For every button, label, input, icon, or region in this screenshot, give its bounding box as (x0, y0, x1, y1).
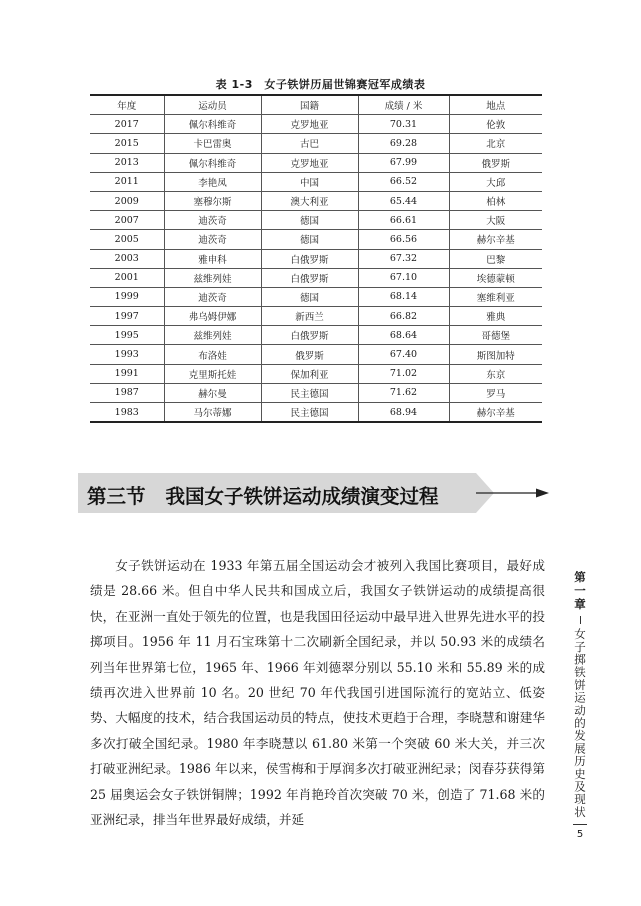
cell-athlete: 雅申科 (164, 249, 261, 268)
cell-venue: 北京 (449, 134, 542, 153)
cell-result: 66.52 (358, 172, 449, 191)
table-caption: 表 1-3 女子铁饼历届世锦赛冠军成绩表 (215, 78, 426, 91)
cell-athlete: 赫尔曼 (164, 383, 261, 402)
results-table (90, 94, 542, 423)
body-paragraph: 女子铁饼运动在 1933 年第五届全国运动会才被列入我国比赛项目，最好成绩是 28.66 米。但自中华人民共和国成立后，我国女子铁饼运动的成绩提高很快，在亚洲一直处于领先的位置，也是我国田径运动中最早进入世界先进水平的投掷项目。1956 年 11 月石宝珠第十二次刷新全国纪录，并以 50.93 米的成绩名列当年世界第七位，1965 年、1966 年刘德翠分别以 55.10 米和 55.89 米的成绩再次进入世界前 10 名。20 世纪 70 年代我国引进国际流行的宽站立、低姿势、大幅度的技术，结合我国运动员的特点，使技术更趋于合理，李晓慧和谢建华多次打破全国纪录。1980 年李晓慧以 61.80 米第一个突破 60 米大关，并三次打破亚洲纪录。1986 年以来，侯雪梅和于厚润多次打破亚洲纪录；闵春芬获得第 25 届奥运会女子铁饼铜牌；1992 年肖艳玲首次突破 70 米，创造了 71.68 米的亚洲纪录，排当年世界最好成绩，并延 (90, 558, 545, 828)
cell-nationality: 中国 (261, 172, 358, 191)
side-chapter-title: 女子掷铁饼运动的发展历史及现状 (573, 627, 587, 818)
cell-athlete: 克里斯托娃 (164, 364, 261, 383)
table-row (90, 172, 542, 191)
section-banner (78, 469, 556, 521)
section-title: 我国女子铁饼运动成绩演变过程 (165, 485, 439, 508)
cell-athlete: 马尔蒂娜 (164, 403, 261, 423)
cell-athlete: 迪茨奇 (164, 211, 261, 230)
cell-athlete: 卡巴雷奥 (164, 134, 261, 153)
table-row (90, 211, 542, 230)
cell-venue: 伦敦 (449, 115, 542, 134)
cell-year: 2017 (90, 115, 164, 134)
table-row (90, 326, 542, 345)
cell-athlete: 佩尔科维奇 (164, 115, 261, 134)
cell-year: 2003 (90, 249, 164, 268)
cell-athlete: 迪茨奇 (164, 230, 261, 249)
cell-venue: 柏林 (449, 191, 542, 210)
table-row (90, 153, 542, 172)
cell-year: 1995 (90, 326, 164, 345)
cell-nationality: 白俄罗斯 (261, 268, 358, 287)
cell-year: 1987 (90, 383, 164, 402)
cell-year: 1983 (90, 403, 164, 423)
cell-year: 1999 (90, 287, 164, 306)
table-row (90, 287, 542, 306)
cell-result: 71.62 (358, 383, 449, 402)
table-row (90, 115, 542, 134)
cell-nationality: 新西兰 (261, 307, 358, 326)
cell-nationality: 德国 (261, 230, 358, 249)
cell-venue: 哥德堡 (449, 326, 542, 345)
cell-nationality: 澳大利亚 (261, 191, 358, 210)
cell-result: 70.31 (358, 115, 449, 134)
cell-nationality: 民主德国 (261, 403, 358, 423)
table-row (90, 249, 542, 268)
cell-nationality: 俄罗斯 (261, 345, 358, 364)
cell-venue: 塞维利亚 (449, 287, 542, 306)
col-header-athlete: 运动员 (164, 95, 261, 115)
cell-nationality: 克罗地亚 (261, 153, 358, 172)
cell-nationality: 白俄罗斯 (261, 326, 358, 345)
side-chapter-label: 第一章 (573, 571, 587, 612)
cell-venue: 赫尔辛基 (449, 403, 542, 423)
cell-result: 68.14 (358, 287, 449, 306)
col-header-result: 成绩 / 米 (358, 95, 449, 115)
cell-year: 2001 (90, 268, 164, 287)
cell-result: 66.82 (358, 307, 449, 326)
cell-nationality: 白俄罗斯 (261, 249, 358, 268)
cell-venue: 巴黎 (449, 249, 542, 268)
table-row (90, 230, 542, 249)
cell-athlete: 迪茨奇 (164, 287, 261, 306)
table-row (90, 364, 542, 383)
cell-athlete: 兹维列娃 (164, 326, 261, 345)
page-number-rule (573, 824, 587, 825)
cell-athlete: 弗乌姆伊娜 (164, 307, 261, 326)
cell-athlete: 兹维列娃 (164, 268, 261, 287)
side-divider (580, 616, 581, 624)
cell-year: 2013 (90, 153, 164, 172)
section-heading (87, 482, 439, 512)
cell-result: 67.40 (358, 345, 449, 364)
cell-result: 67.99 (358, 153, 449, 172)
cell-year: 2007 (90, 211, 164, 230)
cell-result: 66.61 (358, 211, 449, 230)
cell-result: 68.64 (358, 326, 449, 345)
cell-year: 2009 (90, 191, 164, 210)
side-chapter-tab (570, 571, 590, 840)
table-row (90, 134, 542, 153)
cell-athlete: 佩尔科维奇 (164, 153, 261, 172)
cell-venue: 俄罗斯 (449, 153, 542, 172)
cell-result: 66.56 (358, 230, 449, 249)
cell-venue: 埃德蒙顿 (449, 268, 542, 287)
cell-year: 2011 (90, 172, 164, 191)
col-header-year: 年度 (90, 95, 164, 115)
col-header-nationality: 国籍 (261, 95, 358, 115)
cell-year: 2005 (90, 230, 164, 249)
table-row (90, 345, 542, 364)
table-header-row (90, 95, 542, 115)
cell-result: 68.94 (358, 403, 449, 423)
cell-nationality: 德国 (261, 287, 358, 306)
cell-venue: 赫尔辛基 (449, 230, 542, 249)
cell-venue: 雅典 (449, 307, 542, 326)
cell-year: 2015 (90, 134, 164, 153)
table-row (90, 403, 542, 423)
col-header-venue: 地点 (449, 95, 542, 115)
cell-venue: 大阪 (449, 211, 542, 230)
cell-nationality: 民主德国 (261, 383, 358, 402)
cell-nationality: 保加利亚 (261, 364, 358, 383)
cell-nationality: 克罗地亚 (261, 115, 358, 134)
section-number: 第三节 (87, 485, 146, 508)
cell-athlete: 李艳凤 (164, 172, 261, 191)
cell-result: 65.44 (358, 191, 449, 210)
page-number: 5 (576, 829, 584, 840)
cell-nationality: 德国 (261, 211, 358, 230)
cell-athlete: 塞穆尔斯 (164, 191, 261, 210)
cell-result: 67.10 (358, 268, 449, 287)
cell-result: 71.02 (358, 364, 449, 383)
table-row (90, 191, 542, 210)
cell-venue: 斯图加特 (449, 345, 542, 364)
cell-venue: 东京 (449, 364, 542, 383)
cell-nationality: 古巴 (261, 134, 358, 153)
table-row (90, 307, 542, 326)
cell-result: 67.32 (358, 249, 449, 268)
table-row (90, 383, 542, 402)
cell-venue: 大邱 (449, 172, 542, 191)
cell-year: 1997 (90, 307, 164, 326)
cell-year: 1993 (90, 345, 164, 364)
cell-venue: 罗马 (449, 383, 542, 402)
cell-athlete: 布洛娃 (164, 345, 261, 364)
table-row (90, 268, 542, 287)
cell-result: 69.28 (358, 134, 449, 153)
cell-year: 1991 (90, 364, 164, 383)
